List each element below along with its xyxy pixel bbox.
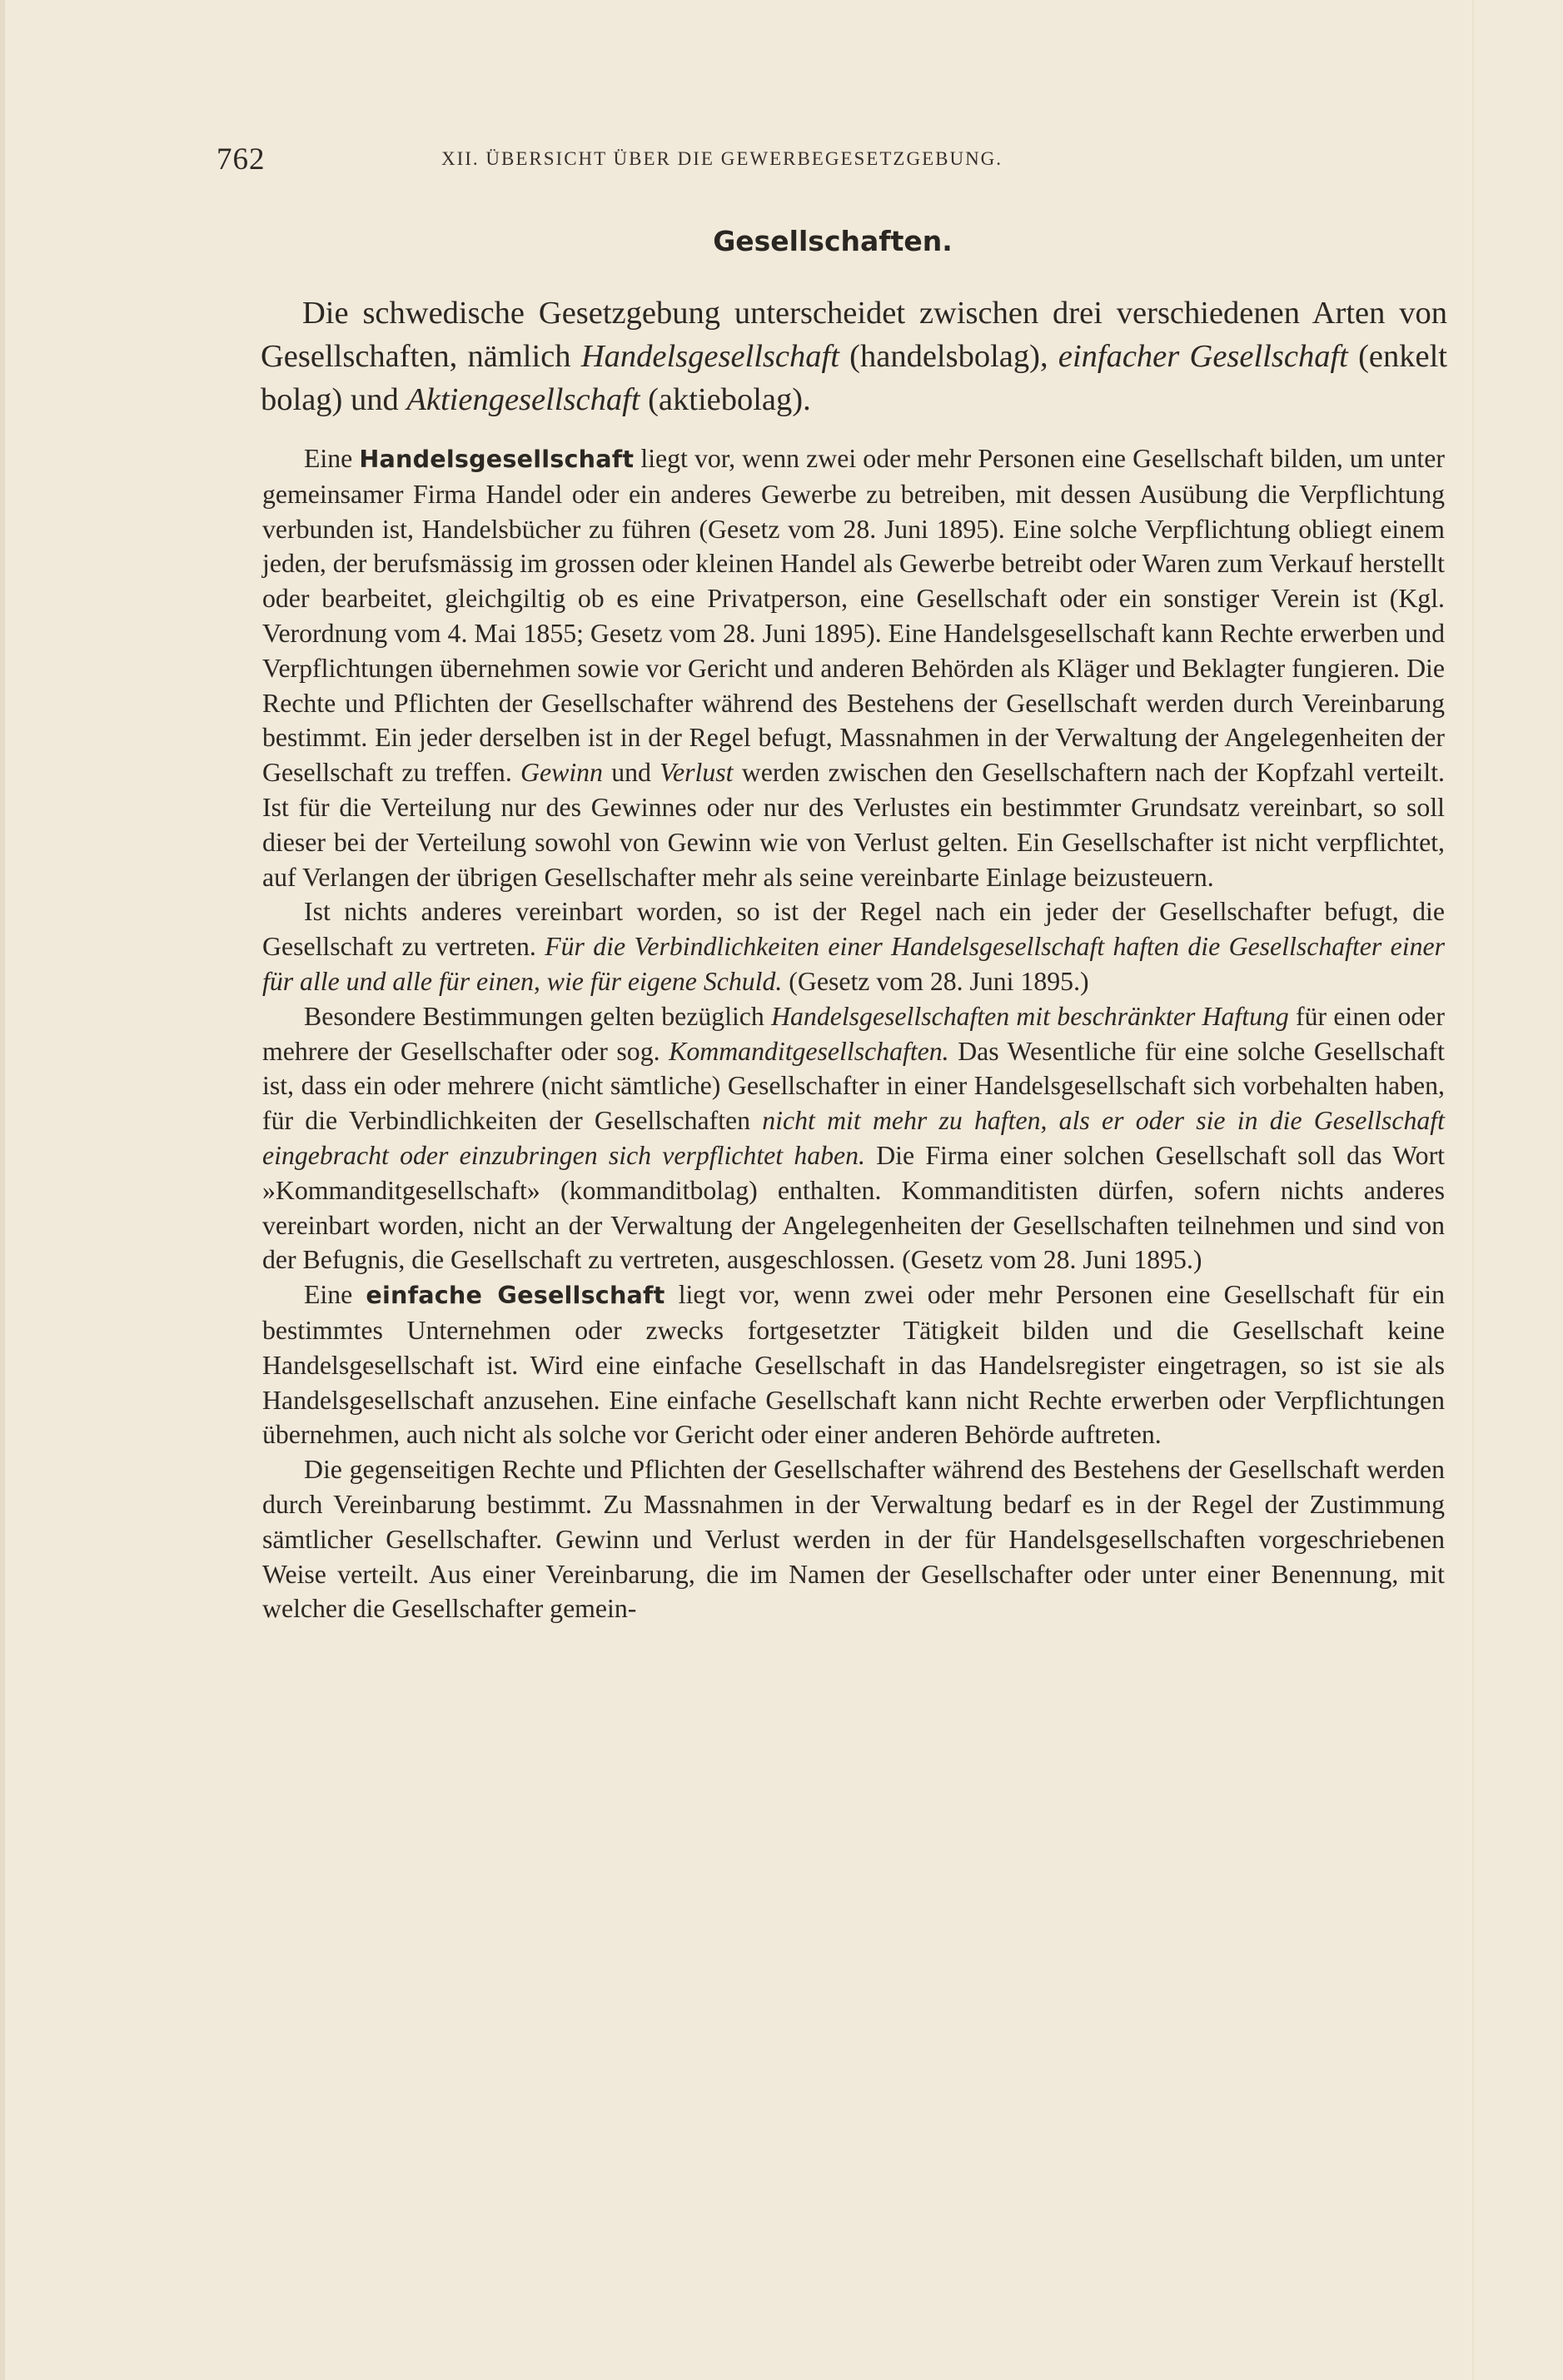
intro-text-1: Die schwedische Gesetzgebung unterscheidet zwischen drei verschiedenen Arten von Gesellschaften, nämlich — [261, 296, 1447, 374]
intro-text-3: (enkelt bolag) und — [261, 339, 1448, 417]
p1-bold-term: Handelsgesellschaft — [359, 445, 635, 473]
intro-paragraph — [261, 291, 1447, 421]
intro-term-handelsgesellschaft: Handelsgesellschaft — [580, 339, 839, 374]
paragraph-einfache-gesellschaft — [262, 1277, 1445, 1452]
p1-italic-gewinn: Gewinn — [520, 758, 603, 788]
paragraph-kommanditgesellschaft — [262, 999, 1445, 1277]
p4-bold-term: einfache Gesellschaft — [366, 1281, 665, 1310]
p4-text-2: liegt vor, wenn zwei oder mehr Personen eine Gesellschaft für ein bestimmtes Unternehmen oder zwecks fortgesetzter Tätigkeit bilden und die Gesellschaft keine Handelsgesellschaft ist. Wird eine einfache Gesellschaft in das Handelsregister eingetragen, so ist sie als Handelsgesellschaft anzusehen. Eine einfache Gesellschaft kann nicht Rechte erwerben oder Verpflichtungen übernehmen, auch nicht als solche vor Gericht oder einer anderen Behörde auftreten. — [262, 1280, 1446, 1450]
p3-italic-haftungsgrenze: nicht mit mehr zu haften, als er oder sie in die Gesellschaft eingebracht oder einzubringen sich verpflichtet haben. — [262, 1106, 1445, 1170]
p2-text-2: (Gesetz vom 28. Juni 1895.) — [782, 966, 1089, 996]
page-left-edge — [0, 0, 5, 2380]
p1-text-1: Eine — [304, 444, 360, 473]
intro-text-4: (aktiebolag). — [640, 382, 811, 417]
p1-italic-verlust: Verlust — [660, 758, 734, 788]
p5-text-1: Die gegenseitigen Rechte und Pflichten der Gesellschafter während des Bestehens der Gesellschaft werden durch Vereinbarung bestimmt. Zu Massnahmen in der Verwaltung bedarf es in der Regel der Zustimmung sämtlicher Gesellschafter. Gewinn und Verlust werden in der für Handelsgesellschaften vorgeschriebenen Weise verteilt. Aus einer Vereinbarung, die im Namen der Gesellschafter oder unter einer Benennung, mit welcher die Gesellschafter gemein- — [262, 1455, 1445, 1624]
section-title: Gesellschaften. — [713, 225, 953, 257]
p3-text-3: Das Wesentliche für eine solche Gesellschaft ist, dass ein oder mehrere (nicht sämtliche) Gesellschafter in einer Handelsgesellschaft sich vorbehalten haben, für die Verbindlichkeiten der Gesellschaften — [262, 1036, 1445, 1136]
page-number: 762 — [217, 142, 266, 177]
p1-text-3: und — [602, 758, 660, 788]
p3-text-4: Die Firma einer solchen Gesellschaft soll das Wort »Kommanditgesellschaft» (kommanditbolag) enthalten. Kommanditisten dürfen, sofern nichts anderes vereinbart worden, nicht an der Verwaltung der Angelegenheiten der Gesellschaften teilnehmen und sind von der Befugnis, die Gesellschaft zu vertreten, ausgeschlossen. (Gesetz vom 28. Juni 1895.) — [262, 1140, 1445, 1275]
running-head: XII. ÜBERSICHT ÜBER DIE GEWERBEGESETZGEBUNG. — [441, 148, 1003, 169]
intro-text-2: (handelsbolag), — [839, 339, 1058, 374]
page-right-edge — [1472, 0, 1474, 2380]
p2-italic-haftung: Für die Verbindlichkeiten einer Handelsgesellschaft haften die Gesellschafter einer für alle und alle für einen, wie für eigene Schuld. — [262, 932, 1445, 996]
paragraph-vertretung — [262, 894, 1445, 998]
intro-term-einfache-gesellschaft: einfacher Gesellschaft — [1058, 339, 1348, 374]
p3-italic-beschraenkte-haftung: Handelsgesellschaften mit beschränkter Haftung — [771, 1001, 1289, 1031]
body-text — [262, 441, 1445, 1626]
intro-term-aktiengesellschaft: Aktiengesellschaft — [406, 382, 640, 417]
paragraph-handelsgesellschaft — [262, 441, 1445, 894]
p3-text-1: Besondere Bestimmungen gelten bezüglich — [304, 1001, 772, 1031]
p1-text-4: werden zwischen den Gesellschaftern nach der Kopfzahl verteilt. Ist für die Verteilung nur des Gewinnes oder nur des Verlustes ein bestimmter Grundsatz vereinbart, so soll dieser bei der Verteilung sowohl von Gewinn wie von Verlust gelten. Ein Gesellschafter ist nicht verpflichtet, auf Verlangen der übrigen Gesellschafter mehr als seine vereinbarte Einlage beizusteuern. — [262, 758, 1445, 892]
p1-text-2: liegt vor, wenn zwei oder mehr Personen eine Gesellschaft bilden, um unter gemeinsamer Firma Handel oder ein anderes Gewerbe zu betreiben, mit dessen Ausübung die Verpflichtung verbunden ist, Handelsbücher zu führen (Gesetz vom 28. Juni 1895). Eine solche Verpflichtung obliegt einem jeden, der berufsmässig im grossen oder kleinen Handel als Gewerbe betreibt oder Waren zum Verkauf herstellt oder bearbeitet, gleichgiltig ob es eine Privatperson, eine Gesellschaft oder ein sonstiger Verein ist (Kgl. Verordnung vom 4. Mai 1855; Gesetz vom 28. Juni 1895). Eine Handelsgesellschaft kann Rechte erwerben und Verpflichtungen übernehmen sowie vor Gericht und anderen Behörden als Kläger und Beklagter fungieren. Die Rechte und Pflichten der Gesellschafter während des Bestehens der Gesellschaft werden durch Vereinbarung bestimmt. Ein jeder derselben ist in der Regel befugt, Massnahmen in der Verwaltung der Angelegenheiten der Gesellschaft zu treffen. — [262, 444, 1446, 788]
p4-text-1: Eine — [304, 1280, 366, 1310]
p2-text-1: Ist nichts anderes vereinbart worden, so ist der Regel nach ein jeder der Gesellschafter befugt, die Gesellschaft zu vertreten. — [262, 897, 1445, 962]
page-header — [217, 142, 1449, 182]
p3-italic-kommanditgesellschaften: Kommanditgesellschaften. — [669, 1036, 949, 1066]
p3-text-2: für einen oder mehrere der Gesellschafter oder sog. — [262, 1001, 1445, 1066]
paragraph-rechte-pflichten — [262, 1452, 1445, 1626]
